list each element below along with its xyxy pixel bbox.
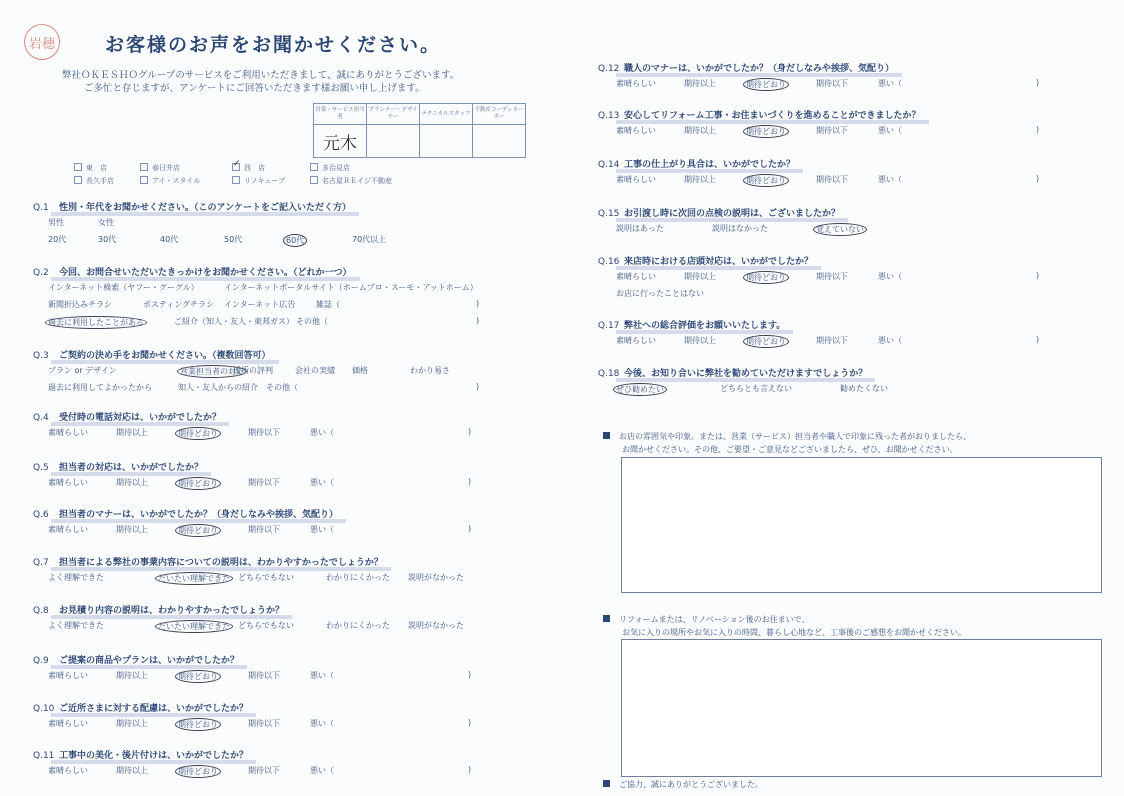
question-text: 弊社への総合評価をお願いいたします。 bbox=[624, 321, 786, 331]
square-bullet-icon bbox=[603, 615, 610, 622]
closing-paren: ) bbox=[468, 765, 472, 774]
closing-paren: ) bbox=[1036, 78, 1040, 87]
answer-option[interactable]: 期待以下 bbox=[248, 428, 280, 437]
answer-option[interactable]: 悪い（ bbox=[310, 719, 334, 728]
store-option[interactable]: 東 店 bbox=[74, 163, 140, 173]
answer-option-circled[interactable]: 期待どおり bbox=[743, 335, 789, 348]
thanks-line: ご協力、誠にありがとうございました。 bbox=[603, 779, 763, 790]
answer-option-circled[interactable]: 覚えていない bbox=[813, 223, 867, 236]
staff-header: テクニカルスタッフ bbox=[420, 104, 473, 125]
answer-option[interactable]: 雑誌（ bbox=[316, 300, 340, 309]
answer-row bbox=[48, 572, 548, 584]
answer-option[interactable]: 悪い（ bbox=[878, 272, 902, 281]
closing-paren: ) bbox=[468, 670, 472, 679]
store-option[interactable]: 多治見店 bbox=[310, 163, 400, 173]
question-number: Q.9 bbox=[33, 656, 49, 666]
question-number: Q.16 bbox=[598, 257, 620, 267]
question-number: Q.14 bbox=[598, 160, 620, 170]
free-text-prompt-1: お店の雰囲気や印象。または、営業（サービス）担当者や職人で印象に残った者がおりましたら、 bbox=[603, 431, 971, 442]
closing-paren: ) bbox=[468, 477, 472, 486]
question-text: ご契約の決め手をお聞かせください。（複数回答可） bbox=[59, 351, 271, 361]
question-text: 性別・年代をお聞かせください。（このアンケートをご記入いただく方） bbox=[59, 203, 351, 213]
technical-staff-field[interactable] bbox=[420, 125, 473, 158]
closing-paren: ) bbox=[476, 382, 480, 391]
answer-row bbox=[48, 365, 548, 377]
answer-option[interactable]: 説明がなかった bbox=[408, 573, 464, 582]
question-q11 bbox=[33, 748, 248, 761]
answer-option-circled[interactable]: 期待どおり bbox=[175, 524, 221, 537]
question-q16 bbox=[598, 254, 813, 267]
answer-option[interactable]: 30代 bbox=[98, 235, 117, 244]
answer-option[interactable]: 悪い（ bbox=[310, 478, 334, 487]
question-text: 職人のマナーは、いかがでしたか？（身だしなみや挨拶、気配り） bbox=[624, 64, 895, 74]
question-q12 bbox=[598, 61, 894, 74]
question-text: 担当者の対応は、いかがでしたか？ bbox=[59, 463, 204, 473]
answer-row bbox=[616, 335, 1116, 347]
answer-option[interactable]: 期待以上 bbox=[684, 272, 716, 281]
answer-option[interactable]: 期待以下 bbox=[248, 766, 280, 775]
answer-row bbox=[48, 524, 548, 536]
question-text: 来店時における店頭対応は、いかがでしたか？ bbox=[624, 257, 814, 267]
answer-option[interactable]: 期待以下 bbox=[816, 175, 848, 184]
answer-option-circled[interactable]: 期待どおり bbox=[743, 174, 789, 187]
planner-field[interactable] bbox=[367, 125, 420, 158]
answer-row bbox=[48, 282, 548, 294]
answer-row bbox=[48, 299, 548, 311]
answer-option[interactable]: 悪い（ bbox=[310, 671, 334, 680]
closing-paren: ) bbox=[1036, 174, 1040, 183]
answer-option[interactable]: 期待以下 bbox=[248, 478, 280, 487]
answer-option-circled[interactable]: 期待どおり bbox=[175, 765, 221, 778]
answer-row bbox=[48, 234, 548, 246]
answer-row bbox=[48, 427, 548, 439]
closing-paren: ) bbox=[1036, 125, 1040, 134]
answer-option-circled[interactable]: 過去に利用したことがある bbox=[45, 316, 147, 329]
answer-option[interactable]: 女性 bbox=[98, 218, 114, 227]
free-text-box-2[interactable] bbox=[621, 639, 1102, 777]
answer-option[interactable]: 70代以上 bbox=[352, 235, 387, 244]
question-number: Q.2 bbox=[33, 268, 49, 278]
question-number: Q.8 bbox=[33, 606, 49, 616]
question-number: Q.10 bbox=[33, 704, 55, 714]
answer-option[interactable]: 期待以上 bbox=[684, 336, 716, 345]
sales-staff-field[interactable]: 元木 bbox=[314, 125, 367, 158]
question-number: Q.5 bbox=[33, 463, 49, 473]
question-text: 担当者のマナーは、いかがでしたか？（身だしなみや挨拶、気配り） bbox=[59, 510, 339, 520]
free-text-prompt-2: リフォームまたは、リノベーション後のお住まいで、 bbox=[603, 614, 809, 625]
question-q3 bbox=[33, 348, 271, 361]
answer-row bbox=[48, 765, 548, 777]
answer-option[interactable]: ご紹介（知人・友人・東邦ガス） bbox=[174, 317, 294, 326]
question-q15 bbox=[598, 206, 840, 219]
answer-option[interactable]: 期待以上 bbox=[116, 766, 148, 775]
store-option[interactable]: 名古屋ＲＥイジ不動産 bbox=[310, 176, 400, 186]
answer-option[interactable]: 価格 bbox=[352, 366, 368, 375]
store-option[interactable]: アイ・スタイル bbox=[140, 176, 232, 186]
intro-line-2: ご多忙と存じますが、アンケートにご回答いただきます様お願い申し上げます。 bbox=[84, 83, 425, 94]
answer-option-circled[interactable]: 営業担当者の対応 bbox=[177, 365, 247, 378]
answer-row bbox=[616, 78, 1116, 90]
answer-row bbox=[48, 718, 548, 730]
answer-option[interactable]: 期待以下 bbox=[248, 719, 280, 728]
answer-option[interactable]: 男性 bbox=[48, 218, 64, 227]
answer-row bbox=[48, 382, 548, 394]
staff-header: 不動産コーディネーター bbox=[473, 104, 526, 125]
answer-option[interactable]: 素晴らしい bbox=[48, 525, 88, 534]
answer-option[interactable]: ポスティングチラシ bbox=[143, 300, 215, 309]
answer-option[interactable]: その他（ bbox=[296, 317, 328, 326]
question-number: Q.13 bbox=[598, 111, 620, 121]
answer-row bbox=[48, 217, 548, 229]
staff-table bbox=[313, 103, 526, 158]
free-text-box-1[interactable] bbox=[621, 457, 1102, 593]
answer-option[interactable]: 期待以上 bbox=[684, 126, 716, 135]
answer-row bbox=[48, 316, 548, 328]
checkbox-icon[interactable] bbox=[310, 176, 318, 184]
answer-option[interactable]: お店に行ったことはない bbox=[616, 289, 704, 298]
question-number: Q.12 bbox=[598, 64, 620, 74]
closing-paren: ) bbox=[476, 299, 480, 308]
answer-option[interactable]: 40代 bbox=[160, 235, 179, 244]
question-q17 bbox=[598, 318, 785, 331]
answer-option[interactable]: 近所の評判 bbox=[233, 366, 273, 375]
answer-option[interactable]: 期待以下 bbox=[816, 126, 848, 135]
square-bullet-icon bbox=[603, 432, 610, 439]
question-text: 今後、お知り合いに弊社を勧めていただけますでしょうか？ bbox=[624, 369, 868, 379]
answer-row bbox=[48, 620, 548, 632]
closing-paren: ) bbox=[468, 524, 472, 533]
checkbox-icon[interactable] bbox=[232, 176, 240, 184]
answer-option-circled[interactable]: だいたい理解できた bbox=[155, 620, 233, 633]
answer-option[interactable]: 期待以下 bbox=[816, 79, 848, 88]
question-text: 担当者による弊社の事業内容についての説明は、わかりやすかったでしょうか？ bbox=[59, 558, 383, 568]
answer-row bbox=[616, 125, 1116, 137]
answer-option-circled[interactable]: 期待どおり bbox=[175, 718, 221, 731]
seal-stamp: 岩穂 bbox=[24, 24, 60, 60]
answer-option[interactable]: 悪い（ bbox=[878, 175, 902, 184]
store-option[interactable]: リノキューブ bbox=[232, 176, 310, 186]
store-checklist bbox=[74, 163, 400, 186]
answer-option[interactable]: 期待以下 bbox=[816, 336, 848, 345]
answer-option[interactable]: インターネットポータルサイト（ホームプロ・スーモ・アットホーム） bbox=[224, 283, 478, 292]
checkbox-icon[interactable] bbox=[140, 163, 148, 171]
answer-row bbox=[616, 383, 1116, 395]
answer-option-circled[interactable]: 期待どおり bbox=[175, 427, 221, 440]
staff-header: プランナー・デザイナー bbox=[367, 104, 420, 125]
answer-option[interactable]: どちらとも言えない bbox=[720, 384, 792, 393]
staff-header: 営業・サービス担当者 bbox=[314, 104, 367, 125]
question-number: Q.17 bbox=[598, 321, 620, 331]
answer-option[interactable]: 期待以上 bbox=[116, 428, 148, 437]
answer-option[interactable]: 悪い（ bbox=[310, 525, 334, 534]
checked-checkbox-icon[interactable] bbox=[232, 163, 240, 171]
answer-option[interactable]: 悪い（ bbox=[310, 428, 334, 437]
answer-option[interactable]: 悪い（ bbox=[878, 79, 902, 88]
answer-option-circled[interactable]: 期待どおり bbox=[743, 78, 789, 91]
answer-option[interactable]: 説明はなかった bbox=[712, 224, 768, 233]
answer-option[interactable]: インターネット検索（ヤフー・グーグル） bbox=[48, 283, 199, 292]
realestate-coordinator-field[interactable] bbox=[473, 125, 526, 158]
answer-option[interactable]: よく理解できた bbox=[48, 621, 104, 630]
closing-paren: ) bbox=[1036, 335, 1040, 344]
answer-option[interactable]: 期待以上 bbox=[116, 478, 148, 487]
closing-paren: ) bbox=[476, 316, 480, 325]
question-number: Q.7 bbox=[33, 558, 49, 568]
closing-paren: ) bbox=[468, 718, 472, 727]
answer-option[interactable]: 素晴らしい bbox=[48, 478, 88, 487]
square-bullet-icon bbox=[603, 780, 610, 787]
answer-option-circled[interactable]: だいたい理解できた bbox=[155, 572, 233, 585]
answer-row bbox=[48, 477, 548, 489]
answer-option-circled[interactable]: 期待どおり bbox=[175, 670, 221, 683]
question-number: Q.4 bbox=[33, 413, 49, 423]
answer-option[interactable]: 期待以上 bbox=[116, 671, 148, 680]
answer-option[interactable]: 期待以下 bbox=[248, 671, 280, 680]
answer-option-circled[interactable]: 60代 bbox=[283, 234, 307, 247]
answer-option[interactable]: 素晴らしい bbox=[48, 766, 88, 775]
answer-option[interactable]: インターネット広告 bbox=[224, 300, 296, 309]
question-text: 工事中の美化・後片付けは、いかがでしたか？ bbox=[59, 751, 249, 761]
question-text: ご提案の商品やプランは、いかがでしたか？ bbox=[59, 656, 240, 666]
question-q1 bbox=[33, 200, 351, 213]
question-text: 安心してリフォーム工事・お住まいづくりを進めることができましたか？ bbox=[624, 111, 921, 121]
answer-row bbox=[616, 174, 1116, 186]
answer-option[interactable]: わかりにくかった bbox=[326, 621, 390, 630]
answer-option[interactable]: 期待以上 bbox=[116, 525, 148, 534]
answer-option-circled[interactable]: 期待どおり bbox=[743, 125, 789, 138]
question-number: Q.15 bbox=[598, 209, 620, 219]
closing-paren: ) bbox=[468, 427, 472, 436]
answer-option[interactable]: 過去に利用してよかったから bbox=[48, 383, 152, 392]
answer-option[interactable]: どちらでもない bbox=[238, 621, 294, 630]
answer-row bbox=[616, 288, 1116, 300]
checkbox-icon[interactable] bbox=[74, 176, 82, 184]
answer-option[interactable]: 知人・友人からの紹介 bbox=[178, 383, 258, 392]
answer-option[interactable]: 20代 bbox=[48, 235, 67, 244]
answer-option[interactable]: 悪い（ bbox=[310, 766, 334, 775]
answer-option[interactable]: よく理解できた bbox=[48, 573, 104, 582]
page-title: お客様のお声をお聞かせください。 bbox=[105, 34, 442, 56]
answer-option[interactable]: どちらでもない bbox=[238, 573, 294, 582]
answer-option[interactable]: 新聞折込みチラシ bbox=[48, 300, 112, 309]
question-q14 bbox=[598, 157, 795, 170]
question-number: Q.11 bbox=[33, 751, 55, 761]
answer-option[interactable]: 素晴らしい bbox=[48, 428, 88, 437]
answer-option[interactable]: 素晴らしい bbox=[616, 79, 656, 88]
question-q7 bbox=[33, 555, 383, 568]
store-option[interactable]: 長久手店 bbox=[74, 176, 140, 186]
question-number: Q.6 bbox=[33, 510, 49, 520]
answer-option[interactable]: プラン or デザイン bbox=[48, 366, 117, 375]
question-number: Q.3 bbox=[33, 351, 49, 361]
intro-line-1: 弊社ＯＫＥＳＨＯグループのサービスをご利用いただきまして、誠にありがとうございます。 bbox=[62, 70, 460, 81]
answer-option-circled[interactable]: 期待どおり bbox=[743, 271, 789, 284]
answer-option[interactable]: 会社の実績 bbox=[295, 366, 335, 375]
question-text: 工事の仕上がり具合は、いかがでしたか？ bbox=[624, 160, 796, 170]
answer-option[interactable]: 期待以下 bbox=[816, 272, 848, 281]
question-q9 bbox=[33, 653, 239, 666]
question-text: 今回、お問合せいただいたきっかけをお聞かせください。（どれか一つ） bbox=[59, 268, 352, 278]
store-option[interactable]: ✓ 西 店 bbox=[232, 163, 310, 173]
answer-row bbox=[616, 223, 1116, 235]
answer-row bbox=[616, 271, 1116, 283]
answer-option[interactable]: 勧めたくない bbox=[840, 384, 888, 393]
answer-option[interactable]: 期待以上 bbox=[116, 719, 148, 728]
answer-option[interactable]: 期待以下 bbox=[248, 525, 280, 534]
answer-option[interactable]: その他（ bbox=[266, 383, 298, 392]
answer-option[interactable]: 悪い（ bbox=[878, 126, 902, 135]
answer-option[interactable]: 説明がなかった bbox=[408, 621, 464, 630]
checkbox-icon[interactable] bbox=[140, 176, 148, 184]
checkbox-icon[interactable] bbox=[310, 163, 318, 171]
answer-row bbox=[48, 670, 548, 682]
answer-option[interactable]: 素晴らしい bbox=[48, 719, 88, 728]
answer-option[interactable]: 説明はあった bbox=[616, 224, 664, 233]
free-text-prompt-2b: お気に入りの場所やお気に入りの時間、暮らし心地など、工事後のご感想をお聞かせください。 bbox=[622, 628, 966, 637]
answer-option[interactable]: 素晴らしい bbox=[48, 671, 88, 680]
question-q5 bbox=[33, 460, 203, 473]
answer-option-circled[interactable]: ぜひ勧めたい bbox=[613, 383, 667, 396]
question-q8 bbox=[33, 603, 284, 616]
answer-option[interactable]: 素晴らしい bbox=[616, 126, 656, 135]
answer-option[interactable]: 期待以上 bbox=[684, 79, 716, 88]
question-text: お見積り内容の説明は、わかりやすかったでしょうか？ bbox=[59, 606, 285, 616]
free-text-prompt-1b: お聞かせください。その他、ご要望・ご意見などございましたら、ぜひ、お聞かせください。 bbox=[622, 445, 958, 454]
answer-option[interactable]: わかりにくかった bbox=[326, 573, 390, 582]
question-q10 bbox=[33, 701, 248, 714]
closing-paren: ) bbox=[1036, 271, 1040, 280]
question-text: 受付時の電話対応は、いかがでしたか？ bbox=[59, 413, 222, 423]
question-q4 bbox=[33, 410, 221, 423]
question-number: Q.18 bbox=[598, 369, 620, 379]
answer-option[interactable]: 悪い（ bbox=[878, 336, 902, 345]
answer-option-circled[interactable]: 期待どおり bbox=[175, 477, 221, 490]
question-q2 bbox=[33, 265, 352, 278]
question-text: お引渡し時に次回の点検の説明は、ございましたか？ bbox=[624, 209, 841, 219]
question-text: ご近所さまに対する配慮は、いかがでしたか？ bbox=[59, 704, 249, 714]
store-option[interactable]: 春日井店 bbox=[140, 163, 232, 173]
checkbox-icon[interactable] bbox=[74, 163, 82, 171]
answer-option[interactable]: 素晴らしい bbox=[616, 175, 656, 184]
answer-option[interactable]: 50代 bbox=[224, 235, 243, 244]
question-number: Q.1 bbox=[33, 203, 49, 213]
answer-option[interactable]: 素晴らしい bbox=[616, 336, 656, 345]
answer-option[interactable]: わかり易さ bbox=[410, 366, 450, 375]
answer-option[interactable]: 期待以上 bbox=[684, 175, 716, 184]
answer-option[interactable]: 素晴らしい bbox=[616, 272, 656, 281]
question-q6 bbox=[33, 507, 338, 520]
question-q13 bbox=[598, 108, 921, 121]
question-q18 bbox=[598, 366, 867, 379]
